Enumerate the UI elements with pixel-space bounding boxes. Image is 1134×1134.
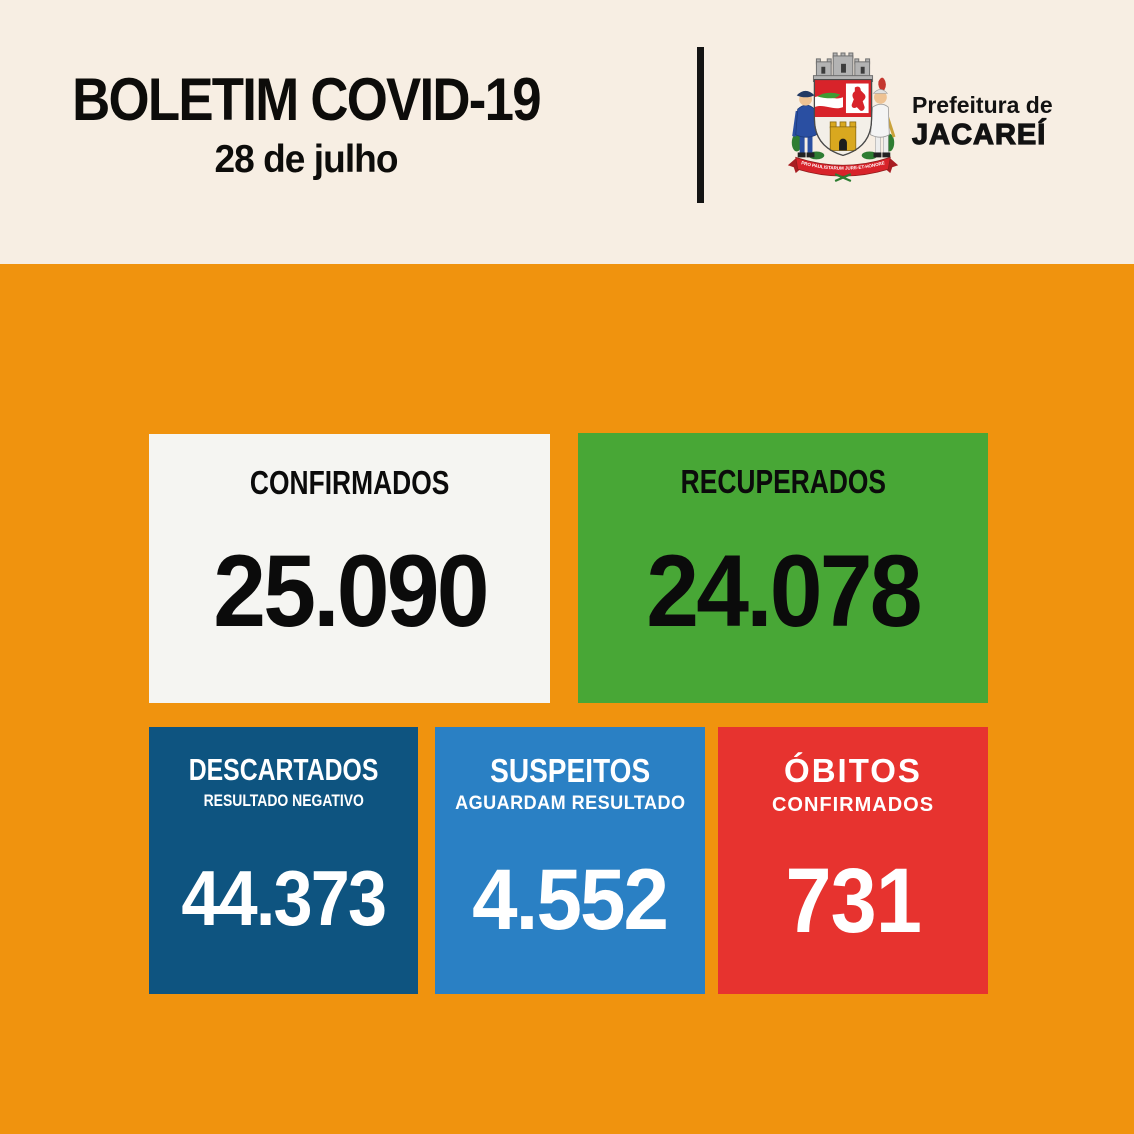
- card-recuperados: [578, 433, 988, 703]
- card-obitos: [718, 727, 988, 994]
- card-suspeitos-value: 4.552: [472, 851, 668, 948]
- org-prefix: Prefeitura de: [912, 92, 1053, 118]
- jacarei-coat-of-arms-icon: [782, 52, 904, 182]
- card-suspeitos: [435, 727, 705, 994]
- org-text: [912, 94, 1053, 150]
- card-confirmados-value: 25.090: [212, 534, 487, 648]
- card-obitos-sublabel: CONFIRMADOS: [771, 794, 935, 816]
- card-obitos-label: ÓBITOS: [784, 752, 922, 789]
- card-obitos-value: 731: [785, 849, 921, 952]
- crest-shield: [814, 80, 871, 156]
- crest-motto-ribbon: [788, 157, 898, 181]
- card-suspeitos-sublabel: AGUARDAM RESULTADO: [454, 793, 686, 814]
- org-name: JACAREÍ: [912, 119, 1047, 151]
- crest-motto-text: PRO PAULISTARUM JURE-ET-HONORE: [800, 160, 886, 171]
- card-recuperados-value: 24.078: [646, 533, 920, 648]
- page-title: BOLETIM COVID-19: [72, 66, 540, 133]
- header-divider: [697, 47, 704, 203]
- bulletin-date: 28 de julho: [214, 138, 398, 181]
- header-titles: [0, 66, 612, 181]
- card-descartados-sublabel: RESULTADO NEGATIVO: [203, 791, 364, 810]
- card-descartados-value: 44.373: [181, 853, 386, 942]
- card-descartados-label: DESCARTADOS: [188, 752, 379, 787]
- card-descartados: [149, 727, 418, 994]
- header-band: [0, 0, 1134, 264]
- card-confirmados: [149, 434, 550, 703]
- city-logo: [782, 52, 1053, 182]
- card-suspeitos-label: SUSPEITOS: [489, 752, 651, 789]
- card-recuperados-label: RECUPERADOS: [680, 463, 886, 500]
- card-confirmados-label: CONFIRMADOS: [249, 464, 450, 501]
